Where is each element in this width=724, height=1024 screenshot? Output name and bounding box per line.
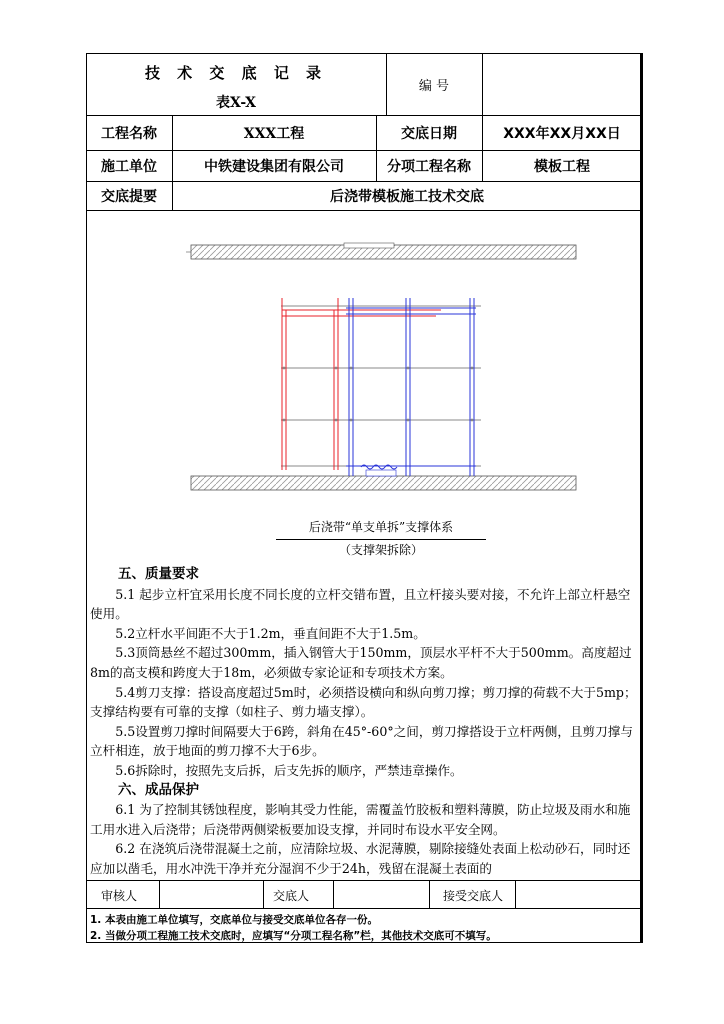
date-label: 交底日期 bbox=[401, 125, 457, 142]
paragraph-5-1: 5.1 起步立杆宜采用长度不同长度的立杆交错布置，且立杆接头要对接，不允许上部立杆悬空使用。 bbox=[90, 586, 631, 622]
blue-support-group bbox=[346, 298, 476, 476]
note-2: 2. 当做分项工程施工技术交底时，应填写“分项工程名称”栏，其他技术交底可不填写。 bbox=[90, 930, 497, 942]
row-divider bbox=[86, 210, 643, 211]
figure-subcaption: （支撑架拆除） bbox=[338, 543, 423, 557]
receiver-label: 接受交底人 bbox=[443, 888, 504, 903]
post-cast-strip-bottom bbox=[366, 470, 396, 476]
paragraph-6-2: 6.2 在浇筑后浇带混凝土之前，应清除垃圾、水泥薄膜，剔除接缝处表面上松动砂石，同时还应加以凿毛，用水冲洗干净并充分湿润不少于24h，残留在混凝土表面的 bbox=[90, 841, 631, 876]
disclosure-form bbox=[86, 53, 646, 942]
figure-caption: 后浇带“单支单拆”支撑体系 bbox=[276, 518, 486, 540]
joint-markers bbox=[283, 367, 474, 422]
code-label: 编 号 bbox=[418, 78, 450, 94]
project-name-label: 工程名称 bbox=[101, 125, 157, 142]
support-system-diagram bbox=[186, 238, 586, 498]
discloser-label: 交底人 bbox=[273, 888, 310, 903]
project-name-value: XXX工程 bbox=[243, 125, 305, 142]
summary-value: 后浇带模板施工技术交底 bbox=[330, 188, 484, 205]
section-6-title: 六、成品保护 bbox=[118, 781, 199, 798]
red-support-group bbox=[282, 298, 441, 470]
signature-row bbox=[86, 881, 643, 909]
sub-project-value: 模板工程 bbox=[534, 158, 590, 175]
code-value bbox=[482, 53, 642, 115]
paragraph-5-4: 5.4剪刀支撑：搭设高度超过5m时，必须搭设横向和纵向剪刀撑；剪刀撑的荷载不大于5mp；支撑结构要有可靠的支撑（如柱子、剪力墙支撑）。 bbox=[90, 684, 637, 720]
unit-value: 中铁建设集团有限公司 bbox=[204, 158, 344, 175]
form-number: 表X-X bbox=[215, 95, 257, 111]
date-value: XXX年XX月XX日 bbox=[503, 125, 621, 142]
paragraph-5-2: 5.2立杆水平间距不大于1.2m，垂直间距不大于1.5m。 bbox=[115, 625, 426, 641]
sub-project-label: 分项工程名称 bbox=[387, 158, 471, 175]
paragraph-5-3: 5.3顶筒悬丝不超过300mm，插入钢管大于150mm，顶层水平杆不大于500mm。高度超过8m的高支模和跨度大于18m，必须做专家论证和专项技术方案。 bbox=[90, 645, 632, 680]
summary-label: 交底提要 bbox=[101, 188, 157, 205]
paragraph-5-6: 5.6拆除时，按照先支后拆，后支先拆的顺序，严禁违章操作。 bbox=[115, 762, 463, 778]
bottom-slab bbox=[191, 476, 576, 490]
unit-label: 施工单位 bbox=[101, 158, 157, 175]
form-title: 技 术 交 底 记 录 bbox=[144, 64, 328, 82]
section-5-title: 五、质量要求 bbox=[118, 566, 199, 582]
note-1: 1. 本表由施工单位填写，交底单位与接受交底单位各存一份。 bbox=[90, 914, 378, 926]
reviewer-label: 审核人 bbox=[101, 888, 138, 903]
paragraph-6-1: 6.1 为了控制其锈蚀程度，影响其受力性能，需覆盖竹胶板和塑料薄膜，防止垃圾及雨水和施工用水进入后浇带；后浇带两侧梁板要加设支撑，并同时布设水平安全网。 bbox=[90, 802, 631, 837]
body-text bbox=[90, 565, 642, 883]
notes bbox=[86, 909, 643, 943]
paragraph-5-5: 5.5设置剪刀撑时间隔要大于6跨，斜角在45°-60°之间，剪刀撑搭设于立杆两侧，且剪刀撑与立杆相连，放于地面的剪刀撑不大于6步。 bbox=[90, 723, 633, 759]
post-cast-strip-top bbox=[344, 243, 394, 248]
